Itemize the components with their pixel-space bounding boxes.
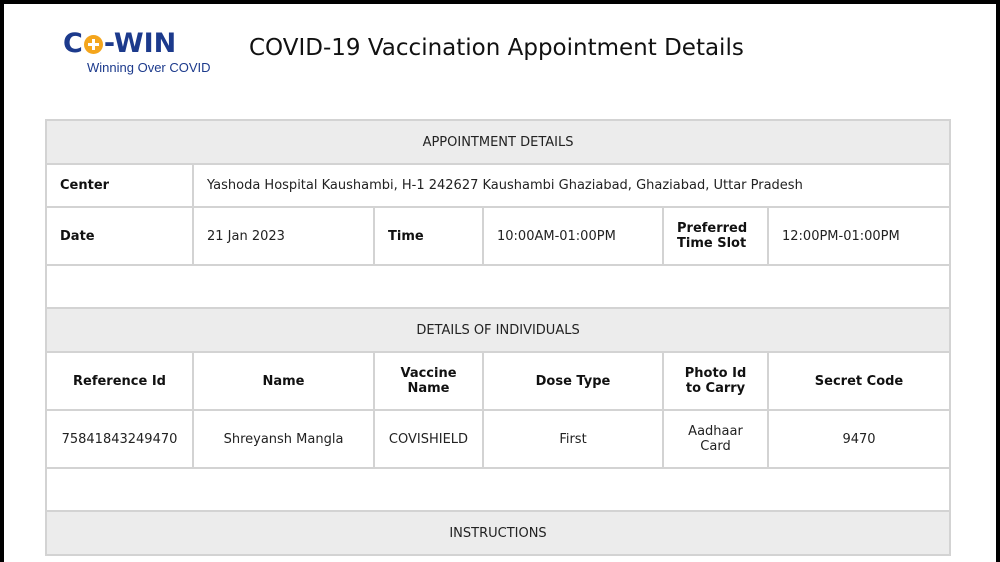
center-value: Yashoda Hospital Kaushambi, H-1 242627 Kaushambi Ghaziabad, Ghaziabad, Uttar Pradesh (193, 164, 950, 207)
column-header-dose-type: Dose Type (483, 352, 663, 410)
appointment-table (45, 119, 951, 556)
time-value: 10:00AM-01:00PM (483, 207, 663, 265)
name-cell: Shreyansh Mangla (193, 410, 374, 468)
column-header-name: Name (193, 352, 374, 410)
empty-cell (46, 265, 950, 308)
cowin-logo (63, 28, 233, 84)
spacer-row (46, 468, 950, 511)
time-label: Time (374, 207, 483, 265)
column-header-reference-id: Reference Id (46, 352, 193, 410)
secret-code-cell: 9470 (768, 410, 950, 468)
appointment-section-header-row (46, 120, 950, 164)
page-title: COVID-19 Vaccination Appointment Details (249, 35, 744, 61)
date-label: Date (46, 207, 193, 265)
empty-cell (46, 468, 950, 511)
date-time-row (46, 207, 950, 265)
logo-prefix: C (63, 28, 83, 59)
center-row (46, 164, 950, 207)
date-value: 21 Jan 2023 (193, 207, 374, 265)
table-row (46, 410, 950, 468)
column-header-vaccine-name: Vaccine Name (374, 352, 483, 410)
individuals-section-header-row (46, 308, 950, 352)
document-page (4, 4, 996, 562)
plus-circle-icon (84, 35, 103, 54)
logo-wordmark (63, 28, 176, 59)
appointment-section-title: APPOINTMENT DETAILS (46, 120, 950, 164)
instructions-section-title: INSTRUCTIONS (46, 511, 950, 555)
preferred-slot-value: 12:00PM-01:00PM (768, 207, 950, 265)
preferred-slot-label: Preferred Time Slot (663, 207, 768, 265)
vaccine-cell: COVISHIELD (374, 410, 483, 468)
logo-suffix: -WIN (103, 28, 177, 59)
individuals-section-title: DETAILS OF INDIVIDUALS (46, 308, 950, 352)
logo-tagline: Winning Over COVID (87, 60, 211, 75)
dose-type-cell: First (483, 410, 663, 468)
column-header-secret-code: Secret Code (768, 352, 950, 410)
instructions-section-header-row (46, 511, 950, 555)
center-label: Center (46, 164, 193, 207)
individuals-header-row (46, 352, 950, 410)
spacer-row (46, 265, 950, 308)
photo-id-cell: Aadhaar Card (663, 410, 768, 468)
column-header-photo-id: Photo Id to Carry (663, 352, 768, 410)
reference-id-cell: 75841843249470 (46, 410, 193, 468)
